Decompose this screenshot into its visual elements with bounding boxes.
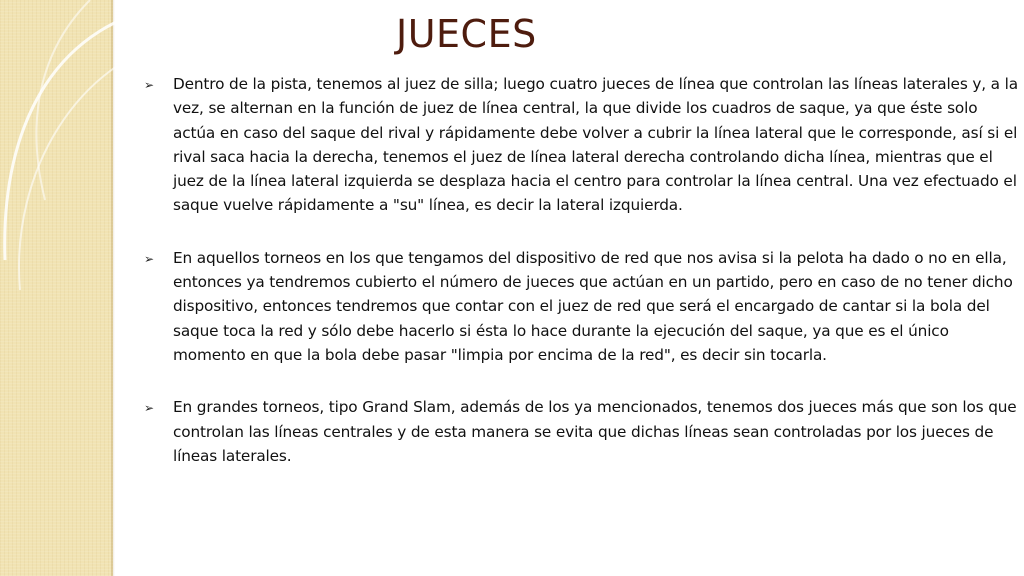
bullet-item <box>144 395 1024 468</box>
arrow-bullet-icon: ➢ <box>144 401 155 416</box>
arrow-bullet-icon: ➢ <box>144 251 155 266</box>
bullet-text: Dentro de la pista, tenemos al juez de silla; luego cuatro jueces de línea que controlan las líneas laterales y, a la vez, se alternan en la función de juez de línea central, la que divide los cuadros de saque, ya que éste solo actúa en caso del saque del rival y rápidamente debe volver a cubrir la línea lateral que le corresponde, así si el rival saca hacia la derecha, tenemos el juez de línea lateral derecha controlando dicha línea, mientras que el juez de la línea lateral izquierda se desplaza hacia el centro para controlar la línea central. Una vez efectuado el saque vuelve rápidamente a "su" línea, es decir la lateral izquierda. <box>173 75 1018 215</box>
bullet-item <box>144 246 1024 367</box>
bullet-item <box>144 72 1024 218</box>
bullet-list <box>144 72 1024 496</box>
bullet-text: En aquellos torneos en los que tengamos del dispositivo de red que nos avisa si la pelota ha dado o no en ella, entonces ya tendremos cubierto el número de jueces que actúan en un partido, pero en caso de no tener dicho dispositivo, entonces tendremos que contar con el juez de red que será el encargado de cantar si la bola del saque toca la red y sólo debe hacerlo si ésta lo hace durante la ejecución del saque, ya que es el único momento en que la bola debe pasar "limpia por encima de la red", es decir sin tocarla. <box>173 248 1013 364</box>
arrow-bullet-icon: ➢ <box>144 78 155 92</box>
bullet-text: En grandes torneos, tipo Grand Slam, además de los ya mencionados, tenemos dos jueces más que son los que controlan las líneas centrales y de esta manera se evita que dichas líneas sean controladas por los jueces de líneas laterales. <box>173 398 1017 465</box>
slide-title: JUECES <box>396 12 537 56</box>
